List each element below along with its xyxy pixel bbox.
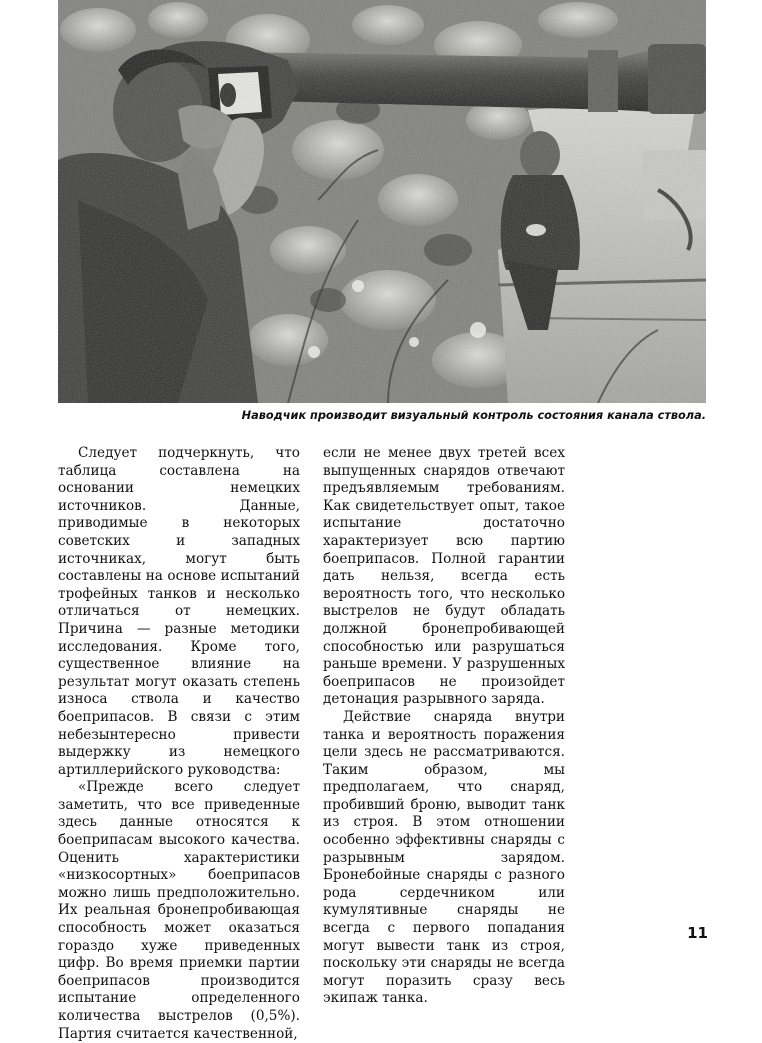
paragraph: если не менее двух третей всех выпущенных снарядов отвечают предъявляемым требованиям. Как свидетельствует опыт, такое испытание достаточно характеризует всю партию боеприпасов. Полной гарантии дать нельзя, всегда есть вероятность того, что несколько выстрелов не будут обладать должной бронепробивающей способностью или разрушаться раньше времени. У разрушенных боеприпасов не произойдет детонация разрывного заряда. [323,445,565,708]
paragraph: Действие снаряда внутри танка и вероятность поражения цели здесь не рассматриваются. Таким образом, мы предполагаем, что снаряд, пробивший броню, выводит танк из строя. В этом отношении особенно эффективны снаряды с разрывным зарядом. Бронебойные снаряды с разного рода сердечником или кумулятивные снаряды не всегда с первого попадания могут вывести танк из строя, поскольку эти снаряды не всегда могут поразить сразу весь экипаж танка. [323,708,565,1007]
photo-illustration [58,0,706,403]
text-column-right [323,445,565,1008]
photograph-gunner-inspecting-barrel [58,0,706,403]
page-number: 11 [687,924,708,942]
paragraph: Следует подчеркнуть, что таблица составлена на основании немецких источников. Данные, приводимые в некоторых советских и западных источниках, могут быть составлены на основе испытаний трофейных танков и несколько отличаться от немецких. Причина — разные методики исследования. Кроме того, существенное влияние на результат могут оказать степень износа ствола и качество боеприпасов. В связи с этим небезынтересно привести выдержку из немецкого артиллерийского руководства: [58,445,300,778]
text-column-left [58,445,300,1043]
photo-caption: Наводчик производит визуальный контроль состояния канала ствола. [241,409,706,422]
paragraph: «Прежде всего следует заметить, что все приведенные здесь данные относятся к боеприпасам высокого качества. Оценить характеристики «низкосортных» боеприпасов можно лишь предположительно. Их реальная бронепробивающая способность может оказаться гораздо хуже приведенных цифр. Во время приемки партии боеприпасов производится испытание определенного количества выстрелов (0,5%). Партия считается качественной, [58,779,300,1042]
